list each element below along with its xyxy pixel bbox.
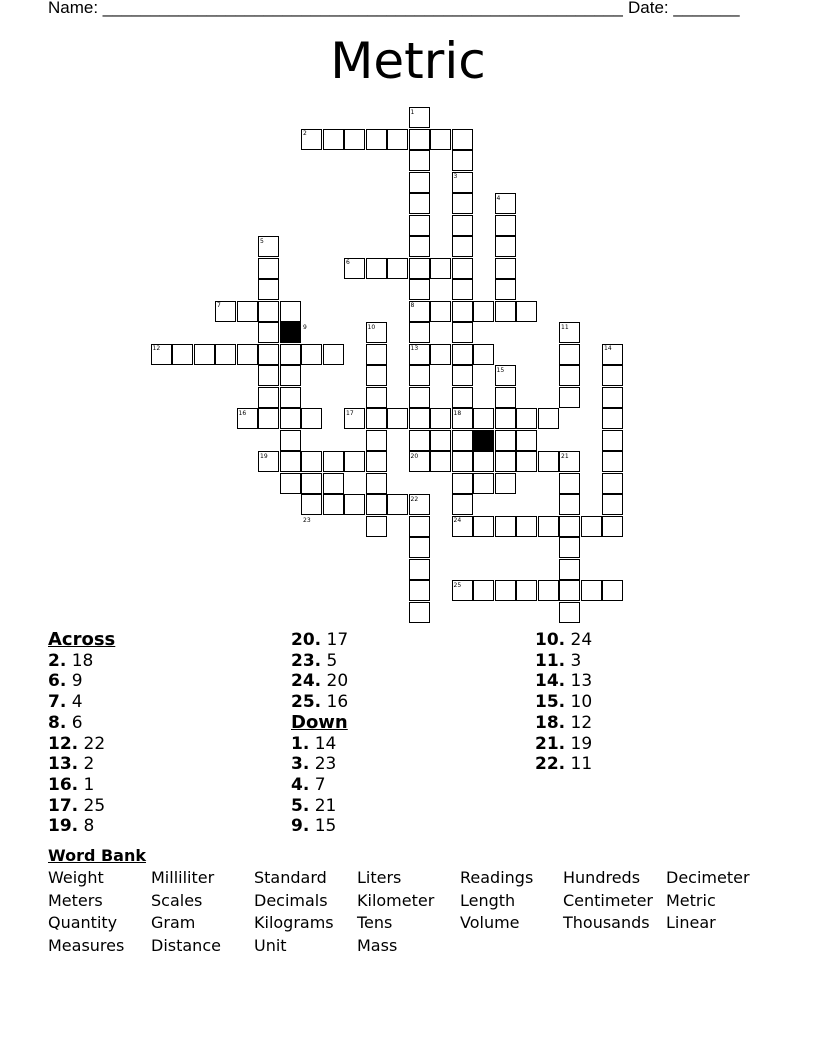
- clue-across: 24. 20: [291, 671, 349, 692]
- grid-cell[interactable]: [452, 193, 473, 214]
- grid-cell[interactable]: [602, 494, 623, 515]
- grid-cell[interactable]: [516, 430, 537, 451]
- clue-number-label: 6: [346, 259, 350, 266]
- grid-cell[interactable]: [559, 344, 580, 365]
- grid-cell[interactable]: [409, 387, 430, 408]
- grid-cell[interactable]: [409, 408, 430, 429]
- grid-cell[interactable]: [301, 473, 322, 494]
- grid-cell[interactable]: [301, 408, 322, 429]
- grid-cell[interactable]: [473, 516, 494, 537]
- grid-cell[interactable]: [452, 365, 473, 386]
- grid-cell[interactable]: [602, 473, 623, 494]
- clue-number-label: 4: [496, 194, 501, 202]
- grid-cell[interactable]: [452, 387, 473, 408]
- grid-cell[interactable]: [366, 129, 387, 150]
- grid-cell[interactable]: [452, 150, 473, 171]
- grid-cell[interactable]: [452, 430, 473, 451]
- grid-cell[interactable]: [237, 344, 258, 365]
- grid-cell[interactable]: [495, 279, 516, 300]
- clue-number-label: 15: [496, 366, 505, 374]
- word-bank-item: Decimeter: [666, 868, 750, 887]
- grid-cell[interactable]: [602, 408, 623, 429]
- grid-cell[interactable]: [409, 365, 430, 386]
- clue-number-label: 21: [561, 452, 569, 460]
- grid-cell[interactable]: [409, 430, 430, 451]
- word-bank-item: Length: [460, 890, 516, 910]
- grid-cell[interactable]: [280, 301, 301, 322]
- clue-down: 10. 24: [535, 630, 593, 650]
- black-cell: [473, 430, 494, 451]
- grid-cell[interactable]: [280, 344, 301, 365]
- grid-cell[interactable]: [602, 430, 623, 451]
- grid-cell[interactable]: [323, 129, 344, 150]
- word-bank-item: Kilograms: [254, 913, 334, 933]
- clue-number-label: 8: [410, 302, 415, 309]
- grid-cell[interactable]: [452, 344, 473, 365]
- grid-cell[interactable]: [258, 301, 279, 322]
- grid-cell[interactable]: [409, 279, 430, 300]
- grid-cell[interactable]: [559, 580, 580, 601]
- word-bank-item: Gram: [151, 913, 196, 933]
- grid-cell[interactable]: [538, 451, 559, 472]
- clue-column-2: [291, 630, 348, 837]
- grid-cell[interactable]: [344, 129, 365, 150]
- clue-number-label: 7: [217, 302, 221, 309]
- grid-cell[interactable]: [495, 236, 516, 257]
- clue-number-label: 3: [453, 173, 458, 180]
- clue-down: 11. 3: [535, 650, 582, 671]
- grid-cell[interactable]: [473, 473, 494, 494]
- word-bank-item: Readings: [460, 868, 534, 887]
- grid-cell[interactable]: [366, 473, 387, 494]
- grid-cell[interactable]: [280, 430, 301, 451]
- grid-cell[interactable]: [430, 301, 451, 322]
- grid-cell[interactable]: [452, 301, 473, 322]
- clue-number-label: 25: [453, 581, 462, 589]
- clue-down: 14. 13: [535, 671, 593, 692]
- word-bank-item: Scales: [151, 890, 203, 910]
- grid-cell[interactable]: [409, 150, 430, 171]
- grid-cell[interactable]: [452, 215, 473, 236]
- grid-cell[interactable]: [430, 430, 451, 451]
- grid-cell[interactable]: [344, 451, 365, 472]
- clue-down: 21. 19: [535, 733, 593, 754]
- clue-number-label: 18: [453, 409, 462, 417]
- clue-across: 7. 4: [48, 692, 83, 713]
- clue-across: 16. 1: [48, 774, 95, 795]
- word-bank-item: Meters: [48, 890, 103, 910]
- puzzle-title: Metric: [330, 32, 486, 90]
- word-bank-item: Linear: [666, 913, 716, 933]
- grid-cell[interactable]: [172, 344, 193, 365]
- grid-cell[interactable]: [409, 129, 430, 150]
- word-bank-item: Tens: [357, 913, 393, 933]
- clue-down: 3. 23: [291, 754, 337, 775]
- grid-cell[interactable]: [194, 344, 215, 365]
- grid-cell[interactable]: [452, 279, 473, 300]
- clue-number-label: 9: [303, 323, 307, 331]
- down-heading: Down: [291, 711, 348, 733]
- clue-number-label: 17: [346, 409, 354, 417]
- grid-cell[interactable]: [409, 580, 430, 601]
- grid-cell[interactable]: [387, 494, 408, 515]
- clue-number-label: 11: [561, 323, 569, 331]
- grid-cell[interactable]: [602, 580, 623, 601]
- grid-cell[interactable]: [538, 408, 559, 429]
- clue-across: 6. 9: [48, 671, 83, 692]
- grid-cell[interactable]: [237, 301, 258, 322]
- grid-cell[interactable]: [430, 451, 451, 472]
- grid-cell[interactable]: [559, 494, 580, 515]
- grid-cell[interactable]: [473, 451, 494, 472]
- word-bank-item: Hundreds: [563, 868, 641, 887]
- grid-cell[interactable]: [559, 365, 580, 386]
- grid-cell[interactable]: [473, 408, 494, 429]
- grid-cell[interactable]: [516, 301, 537, 322]
- grid-cell[interactable]: [366, 430, 387, 451]
- grid-cell[interactable]: [473, 344, 494, 365]
- word-bank-item: Thousands: [563, 913, 650, 933]
- word-bank-item: Standard: [254, 868, 327, 887]
- word-bank-item: Mass: [357, 935, 398, 955]
- grid-cell[interactable]: [301, 344, 322, 365]
- grid-cell[interactable]: [516, 580, 537, 601]
- grid-cell[interactable]: [516, 516, 537, 537]
- grid-cell[interactable]: [409, 602, 430, 623]
- grid-cell[interactable]: [258, 279, 279, 300]
- word-bank-item: Liters: [357, 868, 402, 887]
- grid-cell[interactable]: [344, 494, 365, 515]
- grid-cell[interactable]: [495, 258, 516, 279]
- grid-cell[interactable]: [387, 258, 408, 279]
- grid-cell[interactable]: [323, 494, 344, 515]
- grid-cell[interactable]: [602, 387, 623, 408]
- clue-across: 17. 25: [48, 795, 106, 816]
- grid-cell[interactable]: [387, 129, 408, 150]
- grid-cell[interactable]: [409, 172, 430, 193]
- word-bank-item: Milliliter: [151, 868, 215, 887]
- word-bank-heading: Word Bank: [48, 846, 147, 865]
- across-heading: Across: [48, 629, 116, 650]
- grid-cell[interactable]: [495, 451, 516, 472]
- grid-cell[interactable]: [602, 516, 623, 537]
- clue-across: 2. 18: [48, 650, 94, 671]
- grid-cell[interactable]: [323, 473, 344, 494]
- grid-cell[interactable]: [495, 408, 516, 429]
- grid-cell[interactable]: [280, 473, 301, 494]
- grid-cell[interactable]: [559, 559, 580, 580]
- grid-cell[interactable]: [280, 451, 301, 472]
- grid-cell[interactable]: [495, 430, 516, 451]
- grid-cell[interactable]: [409, 537, 430, 558]
- clue-down: 18. 12: [535, 712, 593, 733]
- clue-number-label: 24: [453, 517, 462, 524]
- grid-cell[interactable]: [495, 516, 516, 537]
- grid-cell[interactable]: [559, 516, 580, 537]
- grid-cell[interactable]: [495, 387, 516, 408]
- grid-cell[interactable]: [473, 301, 494, 322]
- clue-number-label: 12: [152, 345, 161, 352]
- grid-cell[interactable]: [409, 258, 430, 279]
- clue-number-label: 23: [303, 517, 311, 524]
- grid-cell[interactable]: [323, 451, 344, 472]
- grid-cell[interactable]: [452, 322, 473, 343]
- word-bank-item: Measures: [48, 935, 125, 955]
- grid-cell[interactable]: [258, 344, 279, 365]
- clue-number-label: 19: [260, 452, 268, 460]
- clue-across: 20. 17: [291, 630, 349, 650]
- grid-cell[interactable]: [280, 408, 301, 429]
- clue-column-1: [48, 630, 115, 837]
- grid-cell[interactable]: [366, 365, 387, 386]
- grid-cell[interactable]: [366, 344, 387, 365]
- grid-cell[interactable]: [452, 494, 473, 515]
- clue-across: 8. 6: [48, 712, 83, 733]
- grid-cell[interactable]: [409, 322, 430, 343]
- grid-cell[interactable]: [495, 473, 516, 494]
- grid-cell[interactable]: [301, 451, 322, 472]
- word-bank-item: Weight: [48, 868, 104, 887]
- grid-cell[interactable]: [366, 387, 387, 408]
- grid-cell[interactable]: [559, 473, 580, 494]
- grid-cell[interactable]: [473, 580, 494, 601]
- grid-cell[interactable]: [452, 451, 473, 472]
- clue-across: 25. 16: [291, 692, 349, 713]
- grid-cell[interactable]: [581, 516, 602, 537]
- grid-cell[interactable]: [280, 365, 301, 386]
- clue-down: 4. 7: [291, 774, 326, 795]
- clue-down: 1. 14: [291, 733, 337, 754]
- grid-cell[interactable]: [366, 408, 387, 429]
- grid-cell[interactable]: [452, 473, 473, 494]
- word-bank-item: Centimeter: [563, 890, 653, 910]
- grid-cell[interactable]: [301, 494, 322, 515]
- clue-number-label: 20: [410, 452, 419, 460]
- grid-cell[interactable]: [495, 301, 516, 322]
- grid-cell[interactable]: [452, 236, 473, 257]
- grid-cell[interactable]: [366, 494, 387, 515]
- clue-across: 19. 8: [48, 816, 95, 837]
- grid-cell[interactable]: [495, 215, 516, 236]
- word-bank-item: Decimals: [254, 890, 328, 910]
- grid-cell[interactable]: [366, 258, 387, 279]
- grid-cell[interactable]: [366, 516, 387, 537]
- clue-number-label: 10: [367, 323, 376, 331]
- grid-cell[interactable]: [409, 559, 430, 580]
- clue-number-label: 2: [303, 130, 307, 137]
- grid-cell[interactable]: [495, 580, 516, 601]
- clue-down: 9. 15: [291, 816, 337, 837]
- grid-cell[interactable]: [258, 258, 279, 279]
- grid-cell[interactable]: [409, 215, 430, 236]
- grid-cell[interactable]: [430, 344, 451, 365]
- word-bank-item: Distance: [151, 935, 221, 955]
- grid-cell[interactable]: [559, 387, 580, 408]
- word-bank-item: Kilometer: [357, 890, 435, 910]
- clue-down: 5. 21: [291, 795, 337, 816]
- clue-number-label: 16: [238, 409, 247, 417]
- grid-cell[interactable]: [409, 516, 430, 537]
- grid-cell[interactable]: [323, 344, 344, 365]
- grid-cell[interactable]: [581, 580, 602, 601]
- grid-cell[interactable]: [280, 387, 301, 408]
- black-cell: [280, 322, 301, 343]
- grid-cell[interactable]: [215, 344, 236, 365]
- grid-cell[interactable]: [538, 580, 559, 601]
- grid-cell[interactable]: [258, 322, 279, 343]
- grid-cell[interactable]: [538, 516, 559, 537]
- grid-cell[interactable]: [409, 193, 430, 214]
- clue-across: 12. 22: [48, 733, 106, 754]
- word-bank: [48, 867, 788, 957]
- grid-cell[interactable]: [602, 365, 623, 386]
- clue-number-label: 13: [410, 345, 419, 352]
- word-bank-item: Unit: [254, 935, 287, 955]
- word-bank-item: Volume: [460, 913, 520, 933]
- grid-cell[interactable]: [258, 365, 279, 386]
- grid-cell[interactable]: [366, 451, 387, 472]
- clue-across: 13. 2: [48, 754, 95, 775]
- grid-cell[interactable]: [258, 408, 279, 429]
- grid-cell[interactable]: [559, 537, 580, 558]
- clue-number-label: 1: [410, 108, 415, 116]
- grid-cell[interactable]: [387, 408, 408, 429]
- clue-number-label: 5: [260, 237, 264, 245]
- grid-cell[interactable]: [452, 258, 473, 279]
- grid-cell[interactable]: [602, 451, 623, 472]
- grid-cell[interactable]: [516, 408, 537, 429]
- grid-cell[interactable]: [258, 387, 279, 408]
- clue-across: 23. 5: [291, 650, 338, 671]
- grid-cell[interactable]: [430, 258, 451, 279]
- clue-down: 15. 10: [535, 692, 593, 713]
- word-bank-item: Quantity: [48, 913, 118, 933]
- grid-cell[interactable]: [516, 451, 537, 472]
- name-line[interactable]: Name: _______________________________________________________: [48, 0, 623, 17]
- word-bank-item: Metric: [666, 890, 716, 910]
- grid-cell[interactable]: [430, 129, 451, 150]
- clue-column-3: [535, 630, 592, 775]
- clue-number-label: 14: [604, 345, 612, 352]
- clue-number-label: 22: [410, 495, 419, 503]
- date-line[interactable]: Date: _______: [628, 0, 740, 17]
- clue-down: 22. 11: [535, 754, 593, 775]
- grid-cell[interactable]: [559, 602, 580, 623]
- grid-cell[interactable]: [409, 236, 430, 257]
- grid-cell[interactable]: [452, 129, 473, 150]
- grid-cell[interactable]: [430, 408, 451, 429]
